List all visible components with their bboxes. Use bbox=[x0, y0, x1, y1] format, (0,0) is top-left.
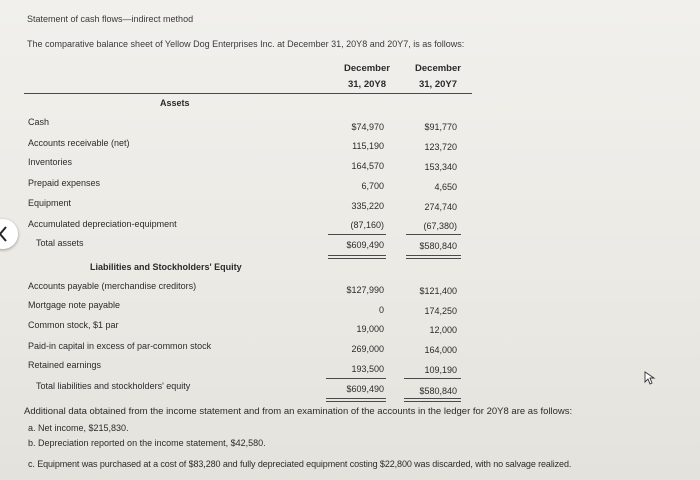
asset-label: Accounts receivable (net) bbox=[28, 138, 130, 148]
additional-item: b. Depreciation reported on the income statement, $42,580. bbox=[28, 438, 266, 448]
col1-header-line1: December bbox=[344, 63, 390, 74]
total-double-rule bbox=[328, 255, 386, 259]
total-liabilities-20y7: $580,840 bbox=[419, 386, 457, 396]
asset-value-20y7: 153,340 bbox=[424, 162, 457, 172]
col2-header-line1: December bbox=[415, 63, 461, 74]
asset-label: Prepaid expenses bbox=[28, 178, 101, 188]
liability-value-20y8: 19,000 bbox=[356, 324, 384, 334]
liability-value-20y7: 12,000 bbox=[429, 325, 457, 335]
liability-label: Paid-in capital in excess of par-common stock bbox=[28, 341, 212, 351]
asset-label: Inventories bbox=[28, 157, 73, 167]
subtotal-rule bbox=[326, 378, 386, 379]
asset-label: Equipment bbox=[28, 198, 72, 208]
total-assets-20y8: $609,490 bbox=[346, 240, 384, 250]
liability-value-20y7: 109,190 bbox=[424, 365, 457, 375]
liability-label: Mortgage note payable bbox=[28, 300, 121, 310]
asset-value-20y8: 115,190 bbox=[352, 141, 384, 151]
asset-value-20y8: 335,220 bbox=[351, 201, 384, 211]
total-double-rule bbox=[326, 398, 386, 402]
asset-value-20y7: (67,380) bbox=[423, 221, 457, 231]
liability-label: Accounts payable (merchandise creditors) bbox=[28, 281, 197, 291]
subtotal-rule bbox=[406, 234, 461, 235]
liability-value-20y8: 0 bbox=[378, 305, 384, 315]
liability-value-20y8: 193,500 bbox=[351, 364, 384, 374]
liability-value-20y7: $121,400 bbox=[419, 286, 457, 296]
total-double-rule bbox=[404, 398, 461, 402]
asset-value-20y7: $91,770 bbox=[424, 122, 457, 132]
asset-value-20y7: 123,720 bbox=[424, 142, 457, 152]
liability-label: Retained earnings bbox=[28, 360, 102, 370]
asset-value-20y7: 274,740 bbox=[424, 202, 457, 212]
asset-value-20y7: 4,650 bbox=[434, 182, 457, 192]
liability-label: Common stock, $1 par bbox=[28, 320, 119, 330]
col1-header-line2: 31, 20Y8 bbox=[347, 79, 387, 90]
total-assets-label: Total assets bbox=[36, 238, 84, 248]
liabilities-heading: Liabilities and Stockholders' Equity bbox=[90, 262, 242, 272]
asset-value-20y8: (87,160) bbox=[350, 220, 384, 230]
subtotal-rule bbox=[404, 378, 461, 379]
document-subtitle: The comparative balance sheet of Yellow Dog Enterprises Inc. at December 31, 20Y8 and 20Y7, is as follows: bbox=[27, 39, 465, 49]
total-liabilities-20y8: $609,490 bbox=[346, 384, 384, 394]
liability-value-20y7: 164,000 bbox=[424, 345, 457, 355]
asset-value-20y8: $74,970 bbox=[351, 122, 384, 132]
asset-value-20y8: 164,570 bbox=[351, 161, 384, 171]
additional-data-intro: Additional data obtained from the income statement and from an examination of the accounts in the ledger for 20Y8 are as follows: bbox=[24, 406, 573, 417]
liability-value-20y7: 174,250 bbox=[424, 306, 457, 316]
document-title: Statement of cash flows—indirect method bbox=[27, 14, 194, 24]
assets-heading: Assets bbox=[160, 98, 190, 108]
asset-label: Accumulated depreciation-equipment bbox=[28, 219, 177, 229]
asset-value-20y8: 6,700 bbox=[361, 181, 384, 191]
total-assets-20y7: $580,840 bbox=[419, 241, 457, 251]
col2-header-line2: 31, 20Y7 bbox=[418, 79, 458, 90]
total-double-rule bbox=[406, 255, 461, 259]
chevron-left-icon bbox=[0, 226, 8, 242]
liability-value-20y8: 269,000 bbox=[351, 344, 384, 354]
mouse-cursor-icon bbox=[644, 371, 656, 385]
subtotal-rule bbox=[328, 234, 386, 235]
previous-page-button[interactable] bbox=[0, 219, 18, 249]
additional-item: a. Net income, $215,830. bbox=[28, 423, 129, 433]
liability-value-20y8: $127,990 bbox=[346, 285, 384, 295]
total-liabilities-label: Total liabilities and stockholders' equity bbox=[36, 381, 191, 391]
additional-item: c. Equipment was purchased at a cost of $83,280 and fully depreciated equipment costing $22,800 was discarded, with no salvage realized. bbox=[28, 459, 572, 469]
asset-label: Cash bbox=[28, 117, 50, 127]
header-rule bbox=[24, 93, 472, 94]
